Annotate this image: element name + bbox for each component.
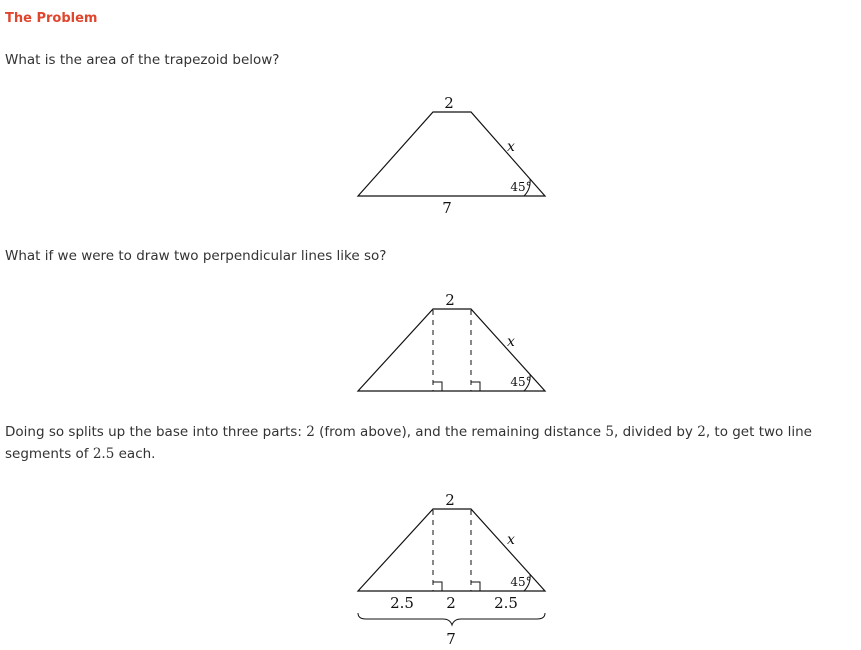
angle-label: 45° (510, 575, 532, 589)
side-label: x (507, 334, 515, 350)
angle-label: 45° (510, 375, 532, 389)
angle-label: 45° (510, 180, 532, 194)
trapezoid-segmented-figure (340, 482, 560, 650)
total-base-label: 7 (446, 630, 456, 648)
right-angle-marker-left (433, 382, 442, 391)
explanation-text: Doing so splits up the base into three parts: 2 (from above), and the remaining distance 5, divided by 2, to get two line segments of 2.5 each. (5, 424, 812, 462)
section-title: The Problem (5, 11, 98, 26)
right-segment-label: 2.5 (494, 594, 518, 612)
top-base-label: 2 (444, 94, 454, 112)
top-base-label: 2 (445, 491, 455, 509)
left-segment-label: 2.5 (390, 594, 414, 612)
right-angle-marker-right (471, 582, 480, 591)
right-angle-marker-right (471, 382, 480, 391)
followup-question: What if we were to draw two perpendicular lines like so? (5, 248, 387, 264)
trapezoid-figure (340, 85, 560, 225)
side-label: x (507, 139, 515, 155)
right-angle-marker-left (433, 582, 442, 591)
trapezoid-with-heights-figure (340, 282, 560, 402)
middle-segment-label: 2 (446, 594, 456, 612)
total-length-brace (358, 613, 545, 625)
question-text: What is the area of the trapezoid below? (5, 52, 280, 68)
bottom-base-label: 7 (442, 199, 452, 217)
side-label: x (507, 532, 515, 548)
top-base-label: 2 (445, 291, 455, 309)
